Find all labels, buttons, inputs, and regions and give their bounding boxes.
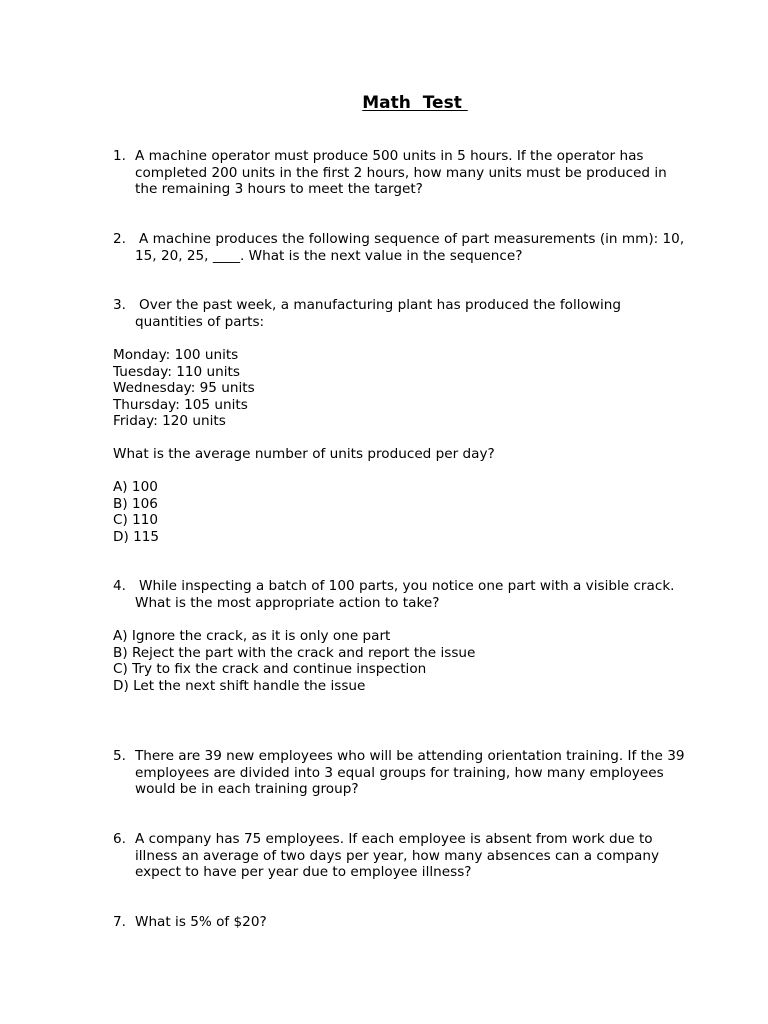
data-line: Monday: 100 units [113, 347, 239, 363]
question-number: 3. [113, 297, 126, 313]
question-number: 5. [113, 748, 126, 764]
question-text: A machine operator must produce 500 units in 5 hours. If the operator has completed 200 units in the first 2 hours, how many units must be produced in the remaining 3 hours to meet the target? [135, 148, 667, 198]
answer-option: D) 115 [113, 528, 160, 545]
question-3-options [113, 479, 693, 545]
question-text: A machine produces the following sequence of part measurements (in mm): 10, 15, 20, 25, ____. What is the next value in the sequence? [135, 231, 685, 264]
data-line: Tuesday: 110 units [113, 363, 240, 380]
question-1 [113, 148, 693, 198]
data-line: Wednesday: 95 units [113, 380, 255, 397]
question-number: 1. [113, 148, 126, 164]
question-5 [113, 748, 693, 798]
prompt-text: What is the average number of units produced per day? [113, 446, 495, 462]
question-6 [113, 831, 693, 881]
question-text: Over the past week, a manufacturing plant has produced the following quantities of parts: [135, 297, 621, 330]
question-2 [113, 231, 693, 264]
answer-option: A) 100 [113, 479, 158, 495]
data-line: Thursday: 105 units [113, 396, 248, 413]
data-line: Friday: 120 units [113, 413, 226, 430]
question-number: 4. [113, 578, 126, 594]
question-text: A company has 75 employees. If each employee is absent from work due to illness an average of two days per year, how many absences can a company expect to have per year due to employee illness? [135, 831, 660, 881]
answer-option: D) Let the next shift handle the issue [113, 677, 366, 694]
question-number: 2. [113, 231, 126, 247]
answer-option: C) Try to fix the crack and continue inspection [113, 661, 427, 678]
question-7 [113, 914, 693, 931]
answer-option: B) Reject the part with the crack and report the issue [113, 644, 476, 661]
answer-option: B) 106 [113, 495, 158, 512]
question-text: While inspecting a batch of 100 parts, you notice one part with a visible crack. What is the most appropriate action to take? [135, 578, 675, 611]
question-4 [113, 578, 693, 611]
question-number: 7. [113, 914, 126, 930]
production-data-list [113, 347, 693, 430]
page-title: Math Test [362, 93, 468, 113]
question-text: What is 5% of $20? [135, 914, 267, 930]
question-number: 6. [113, 831, 126, 847]
question-4-options [113, 628, 693, 694]
question-text: There are 39 new employees who will be attending orientation training. If the 39 employees are divided into 3 equal groups for training, how many employees would be in each training group? [135, 748, 685, 798]
answer-option: A) Ignore the crack, as it is only one part [113, 628, 391, 644]
answer-option: C) 110 [113, 512, 159, 529]
question-3 [113, 297, 693, 330]
question-3-prompt [113, 446, 693, 463]
